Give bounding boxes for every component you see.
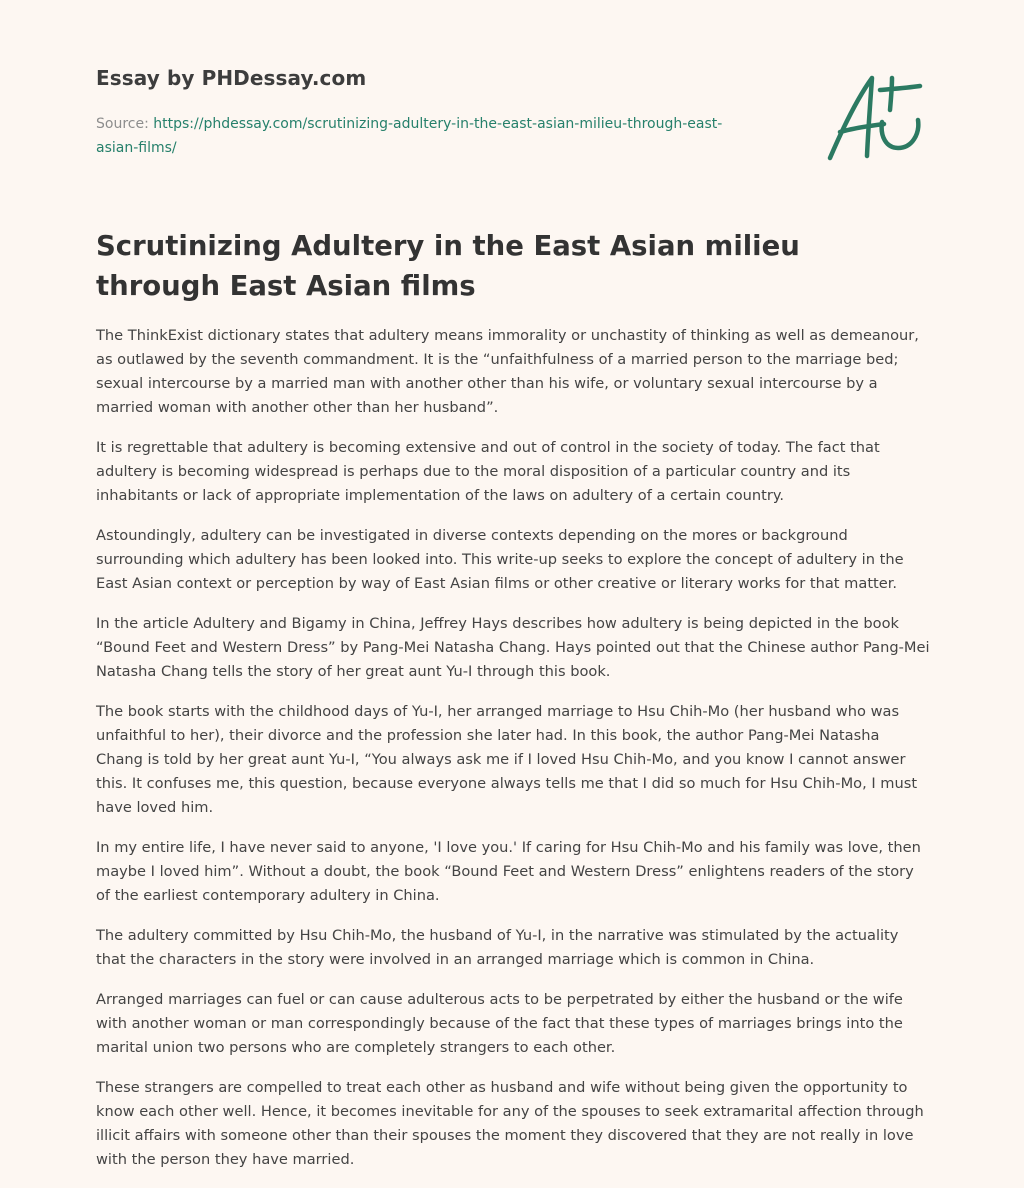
essay-paragraph: Arranged marriages can fuel or can cause adulterous acts to be perpetrated by either the husband or the wife with another woman or man correspondingly because of the fact that these types of marriages brings into the marital union two persons who are completely strangers to each other. [96,991,903,1056]
source-link[interactable]: https://phdessay.com/scrutinizing-adultery-in-the-east-asian-milieu-through-east-asian-films/ [96,116,723,156]
essay-paragraph: The adultery committed by Hsu Chih-Mo, the husband of Yu-I, in the narrative was stimulated by the actuality that the characters in the story were involved in an arranged marriage which is common in China. [96,927,899,968]
essay-title: Scrutinizing Adultery in the East Asian milieu through East Asian films [96,230,800,302]
source-line [96,112,756,160]
essay-paragraph: In the article Adultery and Bigamy in China, Jeffrey Hays describes how adultery is being depicted in the book “Bound Feet and Western Dress” by Pang-Mei Natasha Chang. Hays pointed out that the Chinese author Pang-Mei Natasha Chang tells the story of her great aunt Yu-I through this book. [96,615,930,680]
source-label: Source: [96,116,149,132]
essay-paragraph: In my entire life, I have never said to anyone, 'I love you.' If caring for Hsu Chih-Mo and his family was love, then maybe I loved him”. Without a doubt, the book “Bound Feet and Western Dress” enlightens readers of the story of the earliest contemporary adultery in China. [96,839,921,904]
a-plus-logo [820,66,928,166]
essay-body [96,324,930,1188]
essay-paragraph: The ThinkExist dictionary states that adultery means immorality or unchastity of thinking as well as demeanour, as outlawed by the seventh commandment. It is the “unfaithfulness of a married person to the marriage bed; sexual intercourse by a married man with another other than his wife, or voluntary sexual intercourse by a married woman with another other than her husband”. [96,327,919,416]
essay-paragraph: The book starts with the childhood days of Yu-I, her arranged marriage to Hsu Chih-Mo (her husband who was unfaithful to her), their divorce and the profession she later had. In this book, the author Pang-Mei Natasha Chang is told by her great aunt Yu-I, “You always ask me if I loved Hsu Chih-Mo, and you know I cannot answer this. It confuses me, this question, because everyone always tells me that I did so much for Hsu Chih-Mo, I must have loved him. [96,703,918,816]
essay-paragraph: It is regrettable that adultery is becoming extensive and out of control in the society of today. The fact that adultery is becoming widespread is perhaps due to the moral disposition of a particular country and its inhabitants or lack of appropriate implementation of the laws on adultery of a certain country. [96,439,880,504]
essay-paragraph: Astoundingly, adultery can be investigated in diverse contexts depending on the mores or background surrounding which adultery has been looked into. This write-up seeks to explore the concept of adultery in the East Asian context or perception by way of East Asian films or other creative or literary works for that matter. [96,527,904,592]
site-title: Essay by PHDessay.com [96,66,367,90]
essay-paragraph: These strangers are compelled to treat each other as husband and wife without being given the opportunity to know each other well. Hence, it becomes inevitable for any of the spouses to seek extramarital affection through illicit affairs with someone other than their spouses the moment they discovered that they are not really in love with the person they have married. [96,1079,924,1168]
